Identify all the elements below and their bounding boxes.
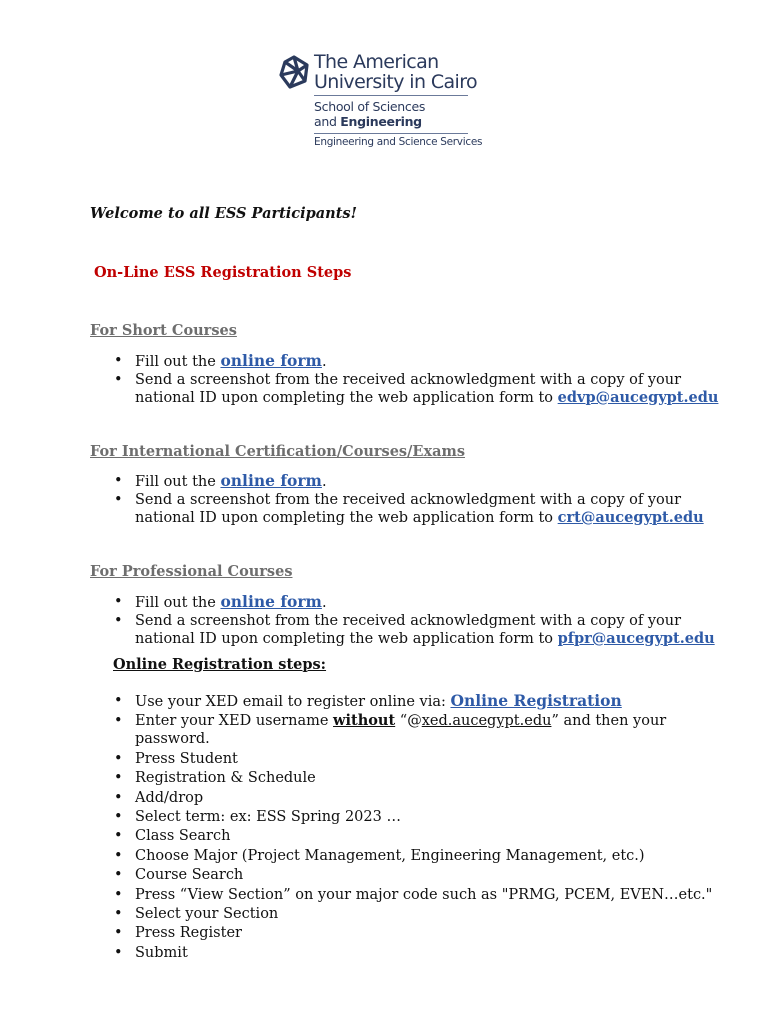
bullet-icon: • [114,750,123,767]
auc-emblem-icon [276,54,312,90]
list-item [90,750,730,768]
logo-line-1: The American [314,51,439,73]
step-text: Select your Section [135,905,279,922]
list-item [90,593,730,612]
step2-e: ” and then your [551,713,667,730]
bullet-icon: • [114,944,123,961]
step2-without: without [333,712,396,730]
fill-suffix: . [321,474,327,490]
auc-logo [274,50,504,160]
step-text: Press Student [135,750,238,767]
logo-line-4 [314,114,422,129]
bullet-icon: • [114,886,123,903]
online-registration-link[interactable]: Online Registration [450,691,622,710]
fill-suffix: . [321,354,327,370]
step-text: Course Search [135,867,244,884]
logo-divider-2 [314,133,468,134]
step2-line2: password. [135,731,210,748]
logo-line-5: Engineering and Science Services [314,136,483,148]
list-item [90,808,730,826]
steps-title: On-Line ESS Registration Steps [94,264,352,281]
list-item [90,886,730,904]
bullet-icon: • [114,613,123,629]
list-item [90,612,730,648]
section-heading-short-courses: For Short Courses [90,322,237,339]
logo-line-3: School of Sciences [314,99,426,114]
step2-c: “@ [395,713,422,730]
step-text: Class Search [135,828,231,845]
list-item [90,789,730,807]
fill-prefix: Fill out the [135,595,221,611]
list-item [90,944,730,962]
logo-line-4-prefix: and [314,114,341,129]
list-item [90,827,730,845]
list-item [90,769,730,787]
bullet-icon: • [114,492,123,508]
list-item [90,371,730,407]
online-form-link[interactable]: online form [220,592,322,611]
list-item [90,847,730,865]
bullet-icon: • [114,594,123,610]
bullet-icon: • [114,353,123,369]
list-item [90,692,730,711]
step-text: Select term: ex: ESS Spring 2023 … [135,808,401,825]
step2-domain: xed.aucegypt.edu [421,713,552,730]
pfpr-email-link[interactable]: pfpr@aucegypt.edu [557,630,715,647]
send-line-2: national ID upon completing the web application form to [135,510,558,526]
section-heading-international: For International Certification/Courses/Exams [90,443,465,460]
step-text: Press Register [135,925,242,942]
bullet-icon: • [114,808,123,825]
registration-heading: Online Registration steps: [113,656,327,673]
logo-divider [314,95,468,96]
professional-list [90,593,730,648]
send-line-1: Send a screenshot from the received acknowledgment with a copy of your [135,613,682,629]
list-item [90,472,730,491]
section-heading-professional: For Professional Courses [90,563,293,580]
bullet-icon: • [114,770,123,787]
step1-prefix: Use your XED email to register online via: [135,694,451,710]
edvp-email-link[interactable]: edvp@aucegypt.edu [557,389,719,406]
list-item [90,924,730,942]
step2-a: Enter your XED username [135,713,334,730]
step-text: Choose Major (Project Management, Engineering Management, etc.) [135,847,645,864]
fill-prefix: Fill out the [135,354,221,370]
bullet-icon: • [114,925,123,942]
bullet-icon: • [114,905,123,922]
list-item [90,491,730,527]
bullet-icon: • [114,473,123,489]
send-line-2: national ID upon completing the web application form to [135,390,558,406]
fill-suffix: . [321,595,327,611]
bullet-icon: • [114,372,123,388]
logo-line-4-bold: Engineering [340,114,422,129]
bullet-icon: • [114,867,123,884]
logo-line-2: University in Cairo [314,71,478,93]
bullet-icon: • [114,789,123,806]
step-text: Submit [135,944,188,961]
registration-steps-list [90,692,730,963]
step-text: Press “View Section” on your major code such as "PRMG, PCEM, EVEN…etc." [135,886,713,903]
send-line-1: Send a screenshot from the received acknowledgment with a copy of your [135,372,682,388]
bullet-icon: • [114,693,123,709]
send-line-1: Send a screenshot from the received acknowledgment with a copy of your [135,492,682,508]
list-item [90,352,730,371]
welcome-text: Welcome to all ESS Participants! [90,205,357,222]
bullet-icon: • [114,847,123,864]
international-list [90,472,730,527]
list-item [90,866,730,884]
step-text: Add/drop [135,789,204,806]
list-item [90,905,730,923]
crt-email-link[interactable]: crt@aucegypt.edu [557,509,704,526]
bullet-icon: • [114,713,123,730]
bullet-icon: • [114,828,123,845]
send-line-2: national ID upon completing the web application form to [135,631,558,647]
fill-prefix: Fill out the [135,474,221,490]
online-form-link[interactable]: online form [220,351,322,370]
step-text: Registration & Schedule [135,770,316,787]
online-form-link[interactable]: online form [220,471,322,490]
list-item [90,712,730,748]
short-courses-list [90,352,730,407]
